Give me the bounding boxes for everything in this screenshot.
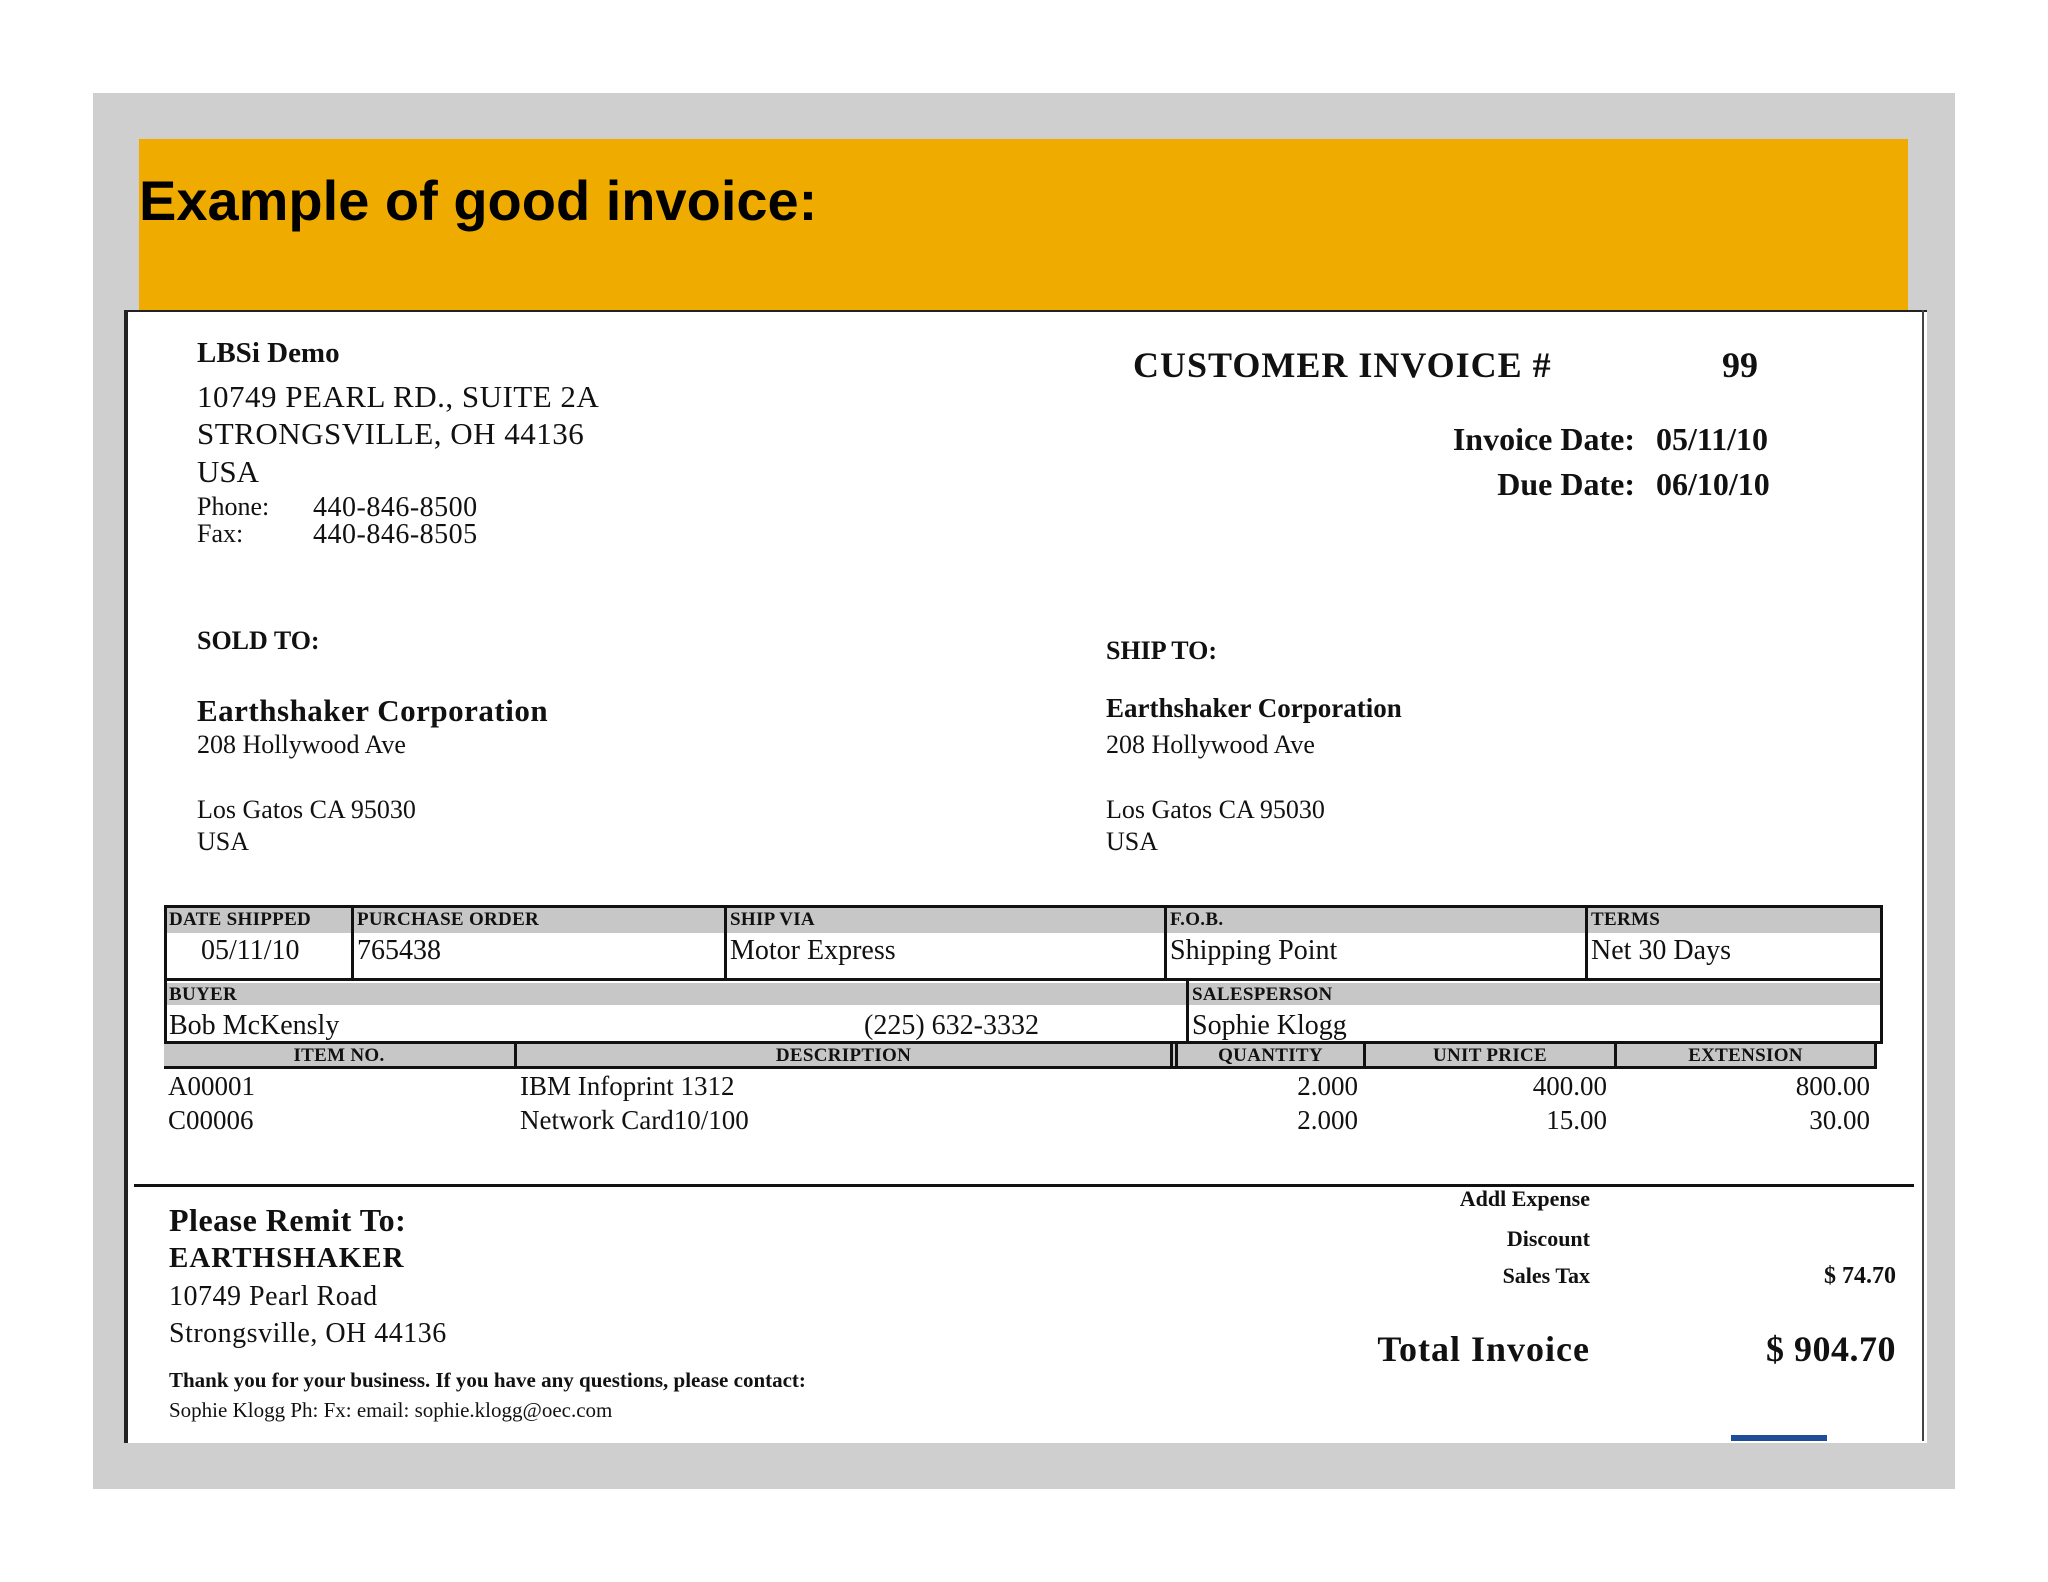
- salesperson-value: Sophie Klogg: [1192, 1010, 1347, 1041]
- item-no: A00001: [168, 1071, 255, 1101]
- accent-mark: [1731, 1435, 1827, 1441]
- company-address-1: 10749 PEARL RD., SUITE 2A: [197, 379, 600, 414]
- purchase-order-value: 765438: [357, 935, 441, 966]
- invoice-border: [1922, 310, 1924, 1441]
- sales-tax-value: $ 74.70: [1824, 1263, 1896, 1289]
- fob-value: Shipping Point: [1170, 935, 1338, 966]
- footer-divider: [134, 1184, 1914, 1187]
- purchase-order-header: PURCHASE ORDER: [357, 909, 540, 930]
- invoice-number: 99: [1722, 345, 1758, 385]
- sold-to-country: USA: [197, 827, 250, 856]
- total-invoice-label: Total Invoice: [1377, 1329, 1590, 1369]
- addl-expense-label: Addl Expense: [1459, 1186, 1590, 1211]
- item-extension: 30.00: [1809, 1105, 1870, 1135]
- item-unit-price: 400.00: [1532, 1071, 1607, 1101]
- total-invoice-value: $ 904.70: [1766, 1329, 1896, 1369]
- extension-header: EXTENSION: [1688, 1045, 1803, 1066]
- fob-header: F.O.B.: [1170, 909, 1224, 930]
- invoice-date-label: Invoice Date:: [1452, 421, 1635, 457]
- ship-to-street: 208 Hollywood Ave: [1106, 730, 1315, 759]
- fax-label: Fax:: [197, 519, 244, 548]
- date-shipped-value: 05/11/10: [201, 935, 300, 966]
- invoice-title: CUSTOMER INVOICE #: [1133, 345, 1552, 385]
- item-description: Network Card10/100: [520, 1105, 749, 1135]
- ship-via-header: SHIP VIA: [730, 909, 815, 930]
- item-quantity: 2.000: [1297, 1105, 1358, 1135]
- company-name: LBSi Demo: [197, 337, 340, 369]
- sales-tax-label: Sales Tax: [1502, 1263, 1590, 1288]
- company-fax: 440-846-8505: [313, 519, 478, 550]
- item-no-header: ITEM NO.: [293, 1045, 385, 1066]
- ship-via-value: Motor Express: [730, 935, 896, 966]
- discount-label: Discount: [1506, 1226, 1590, 1251]
- ship-to-name: Earthshaker Corporation: [1106, 693, 1402, 723]
- ship-to-label: SHIP TO:: [1106, 636, 1218, 665]
- phone-label: Phone:: [197, 492, 270, 521]
- remit-city: Strongsville, OH 44136: [169, 1318, 447, 1349]
- remit-label: Please Remit To:: [169, 1202, 407, 1238]
- sold-to-street: 208 Hollywood Ave: [197, 730, 406, 759]
- item-extension: 800.00: [1795, 1071, 1870, 1101]
- contact-line: Sophie Klogg Ph: Fx: email: sophie.klogg@oec.com: [169, 1398, 613, 1422]
- sold-to-label: SOLD TO:: [197, 626, 320, 655]
- date-shipped-header: DATE SHIPPED: [169, 909, 312, 930]
- buyer-value: Bob McKensly: [169, 1010, 340, 1041]
- terms-value: Net 30 Days: [1591, 935, 1731, 966]
- salesperson-header: SALESPERSON: [1192, 984, 1333, 1005]
- company-phone: 440-846-8500: [313, 492, 478, 523]
- ship-to-city: Los Gatos CA 95030: [1106, 795, 1325, 824]
- due-date: 06/10/10: [1656, 466, 1770, 502]
- slide-title: Example of good invoice:: [139, 169, 818, 232]
- buyer-header: BUYER: [169, 984, 238, 1005]
- terms-header: TERMS: [1591, 909, 1661, 930]
- description-header: DESCRIPTION: [775, 1045, 912, 1066]
- buyer-phone: (225) 632-3332: [864, 1010, 1039, 1041]
- remit-name: EARTHSHAKER: [169, 1242, 405, 1274]
- company-country: USA: [197, 454, 260, 489]
- quantity-header: QUANTITY: [1218, 1045, 1323, 1066]
- remit-street: 10749 Pearl Road: [169, 1281, 378, 1312]
- thank-you-note: Thank you for your business. If you have any questions, please contact:: [169, 1368, 806, 1392]
- invoice-date: 05/11/10: [1656, 421, 1769, 457]
- sold-to-name: Earthshaker Corporation: [197, 693, 549, 728]
- item-quantity: 2.000: [1297, 1071, 1358, 1101]
- company-address-2: STRONGSVILLE, OH 44136: [197, 416, 585, 451]
- due-date-label: Due Date:: [1497, 466, 1635, 502]
- ship-to-country: USA: [1106, 827, 1159, 856]
- item-description: IBM Infoprint 1312: [520, 1071, 735, 1101]
- unit-price-header: UNIT PRICE: [1432, 1045, 1548, 1066]
- sold-to-city: Los Gatos CA 95030: [197, 795, 416, 824]
- item-unit-price: 15.00: [1546, 1105, 1607, 1135]
- item-no: C00006: [168, 1105, 254, 1135]
